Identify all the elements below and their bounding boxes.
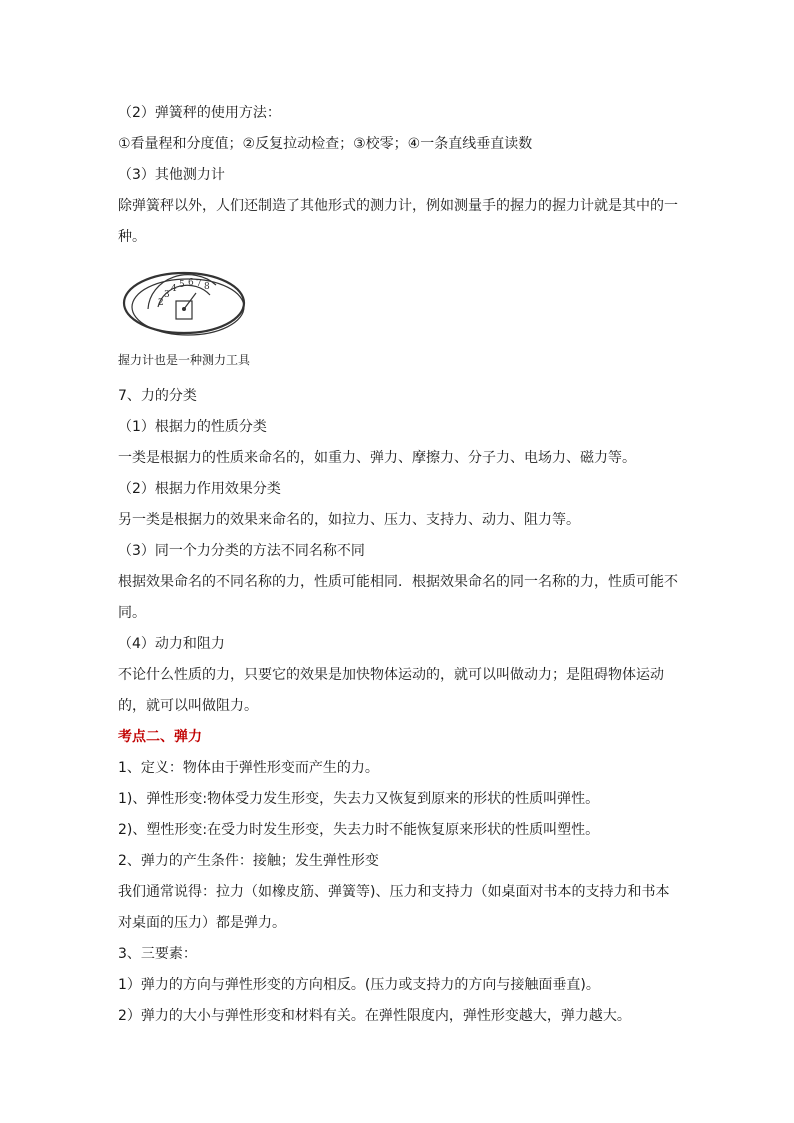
figure-caption: 握力计也是一种测力工具 <box>118 353 251 367</box>
dial-number-5: 5 <box>179 280 185 290</box>
plastic-deformation-line: 2)、塑性形变:在受力时发生形变，失去力时不能恢复原来形状的性质叫塑性。 <box>118 822 600 838</box>
subheading-other-dynamometers: （3）其他测力计 <box>118 167 225 183</box>
conditions-line: 2、弹力的产生条件：接触；发生弹性形变 <box>118 853 379 869</box>
dial-number-2: 2 <box>158 298 164 308</box>
heading-force-classification: 7、力的分类 <box>118 388 197 404</box>
subheading-naming-methods: （3）同一个力分类的方法不同名称不同 <box>118 543 365 559</box>
paragraph-by-nature: 一类是根据力的性质来命名的，如重力、弹力、摩擦力、分子力、电场力、磁力等。 <box>118 450 636 466</box>
direction-line: 1）弹力的方向与弹性形变的方向相反。(压力或支持力的方向与接触面垂直)。 <box>118 977 600 993</box>
three-elements-heading: 3、三要素： <box>118 946 197 962</box>
document-page <box>118 98 678 1032</box>
paragraph-by-effect: 另一类是根据力的效果来命名的，如拉力、压力、支持力、动力、阻力等。 <box>118 512 580 528</box>
dial-number-8: 8 <box>204 282 210 292</box>
spring-scale-steps: ①看量程和分度值；②反复拉动检查；③校零；④一条直线垂直读数 <box>118 136 533 152</box>
dial-number-7: 7 <box>196 279 202 289</box>
paragraph-driving-resisting: 不论什么性质的力，只要它的效果是加快物体运动的，就可以叫做动力；是阻碍物体运动的，就可以叫做阻力。 <box>118 667 664 714</box>
dial-number-6: 6 <box>188 278 194 288</box>
subheading-by-effect: （2）根据力作用效果分类 <box>118 481 281 497</box>
dial-number-4: 4 <box>171 284 177 294</box>
magnitude-line: 2）弹力的大小与弹性形变和材料有关。在弹性限度内，弹性形变越大，弹力越大。 <box>118 1008 631 1024</box>
grip-dynamometer-figure <box>118 261 278 381</box>
examples-paragraph: 我们通常说得：拉力（如橡皮筋、弹簧等)、压力和支持力（如桌面对书本的支持力和书本对桌面的压力）都是弹力。 <box>118 884 670 931</box>
subheading-driving-resisting: （4）动力和阻力 <box>118 636 225 652</box>
grip-dynamometer-illustration <box>118 261 278 351</box>
subheading-spring-scale-usage: （2）弹簧秤的使用方法： <box>118 105 281 121</box>
paragraph-naming-methods: 根据效果命名的不同名称的力，性质可能相同．根据效果命名的同一名称的力，性质可能不同。 <box>118 574 678 621</box>
elastic-deformation-line: 1)、弹性形变:物体受力发生形变，失去力又恢复到原来的形状的性质叫弹性。 <box>118 791 600 807</box>
paragraph-other-dynamometers: 除弹簧秤以外，人们还制造了其他形式的测力计，例如测量手的握力的握力计就是其中的一种。 <box>118 198 678 245</box>
dial-number-3: 3 <box>164 290 170 300</box>
section-heading-elastic-force: 考点二、弹力 <box>118 729 202 745</box>
definition-line: 1、定义：物体由于弹性形变而产生的力。 <box>118 760 379 776</box>
subheading-by-nature: （1）根据力的性质分类 <box>118 419 267 435</box>
